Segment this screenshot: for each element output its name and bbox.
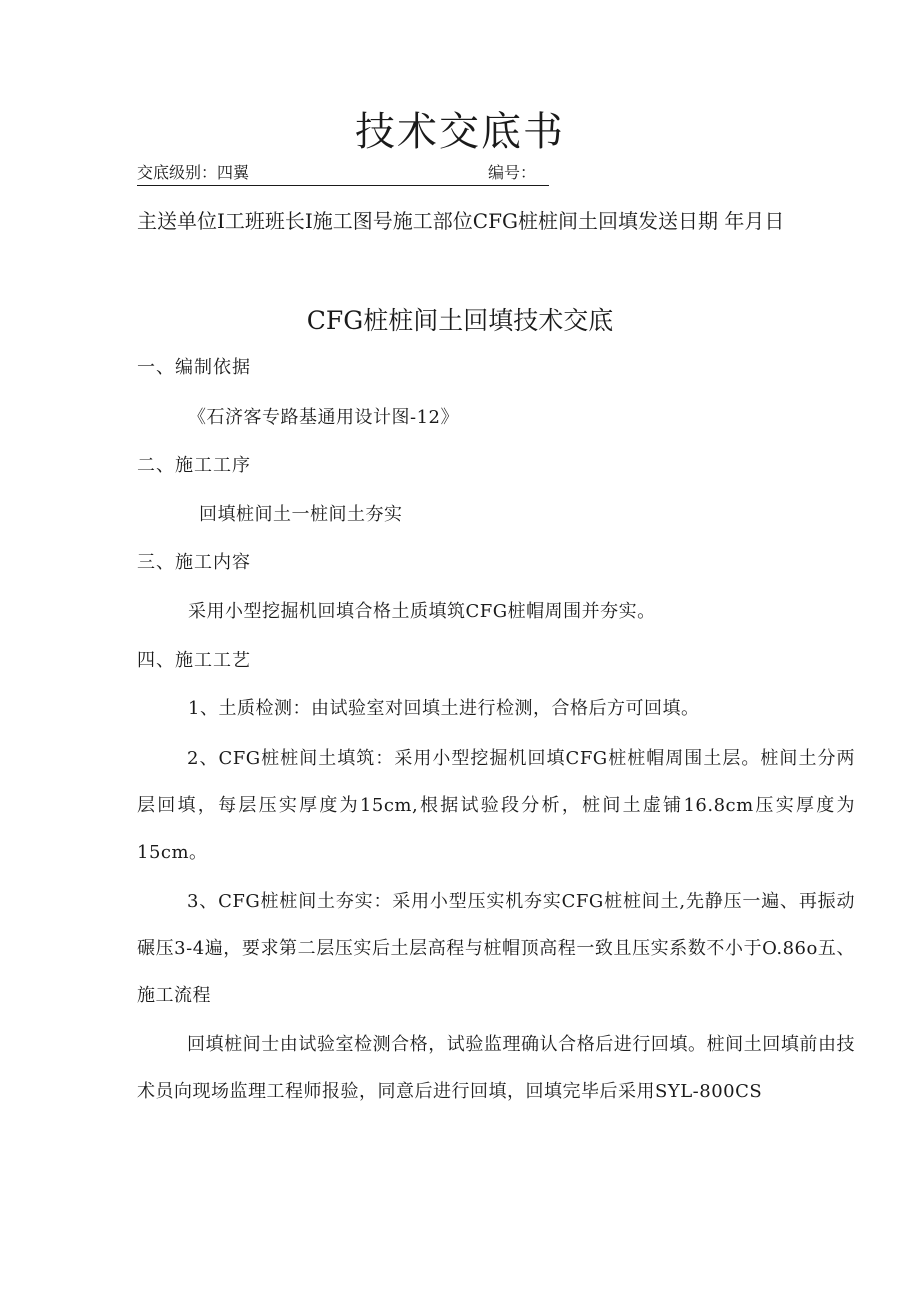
process-step-3: 3、CFG桩桩间土夯实：采用小型压实机夯实CFG桩桩间土,先静压一遍、再振动碾压3-4遍，要求第二层压实后土层高程与桩帽顶高程一致且压实系数不小于O.86o五、施工流程 <box>137 891 855 1006</box>
sender-info: 主送单位I工班班长I施工图号施工部位CFG桩桩间土回填发送日期 年月日 <box>137 209 785 233</box>
document-number-label: 编号： <box>488 163 537 182</box>
process-step-2: 2、CFG桩桩间土填筑：采用小型挖掘机回填CFG桩桩帽周围土层。桩间土分两层回填，每层压实厚度为15cm,根据试验段分析，桩间土虚铺16.8cm压实厚度为15cm。 <box>137 748 855 863</box>
section-heading-procedure: 二、施工工序 <box>137 455 251 476</box>
section-heading-process: 四、施工工艺 <box>137 650 251 671</box>
procedure-content: 回填桩间土一桩间土夯实 <box>199 504 403 525</box>
document-title: 技术交底书 <box>355 109 565 155</box>
section-heading-content: 三、施工内容 <box>137 552 251 573</box>
disclosure-level: 交底级别：四翼 <box>137 163 250 182</box>
level-number-line <box>137 163 549 186</box>
basis-content: 《石济客专路基通用设计图-12》 <box>188 407 459 428</box>
section-heading-basis: 一、编制依据 <box>137 357 251 378</box>
content-text: 采用小型挖掘机回填合格土质填筑CFG桩帽周围并夯实。 <box>188 601 656 622</box>
document-subtitle: CFG桩桩间土回填技术交底 <box>306 306 614 335</box>
flow-paragraph: 回填桩间士由试验室检测合格，试验监理确认合格后进行回填。桩间土回填前由技术员向现场监理工程师报验，同意后进行回填，回填完毕后采用SYL-800CS <box>137 1034 855 1102</box>
process-step-1: 1、土质检测：由试验室对回填土进行检测，合格后方可回填。 <box>188 698 700 719</box>
